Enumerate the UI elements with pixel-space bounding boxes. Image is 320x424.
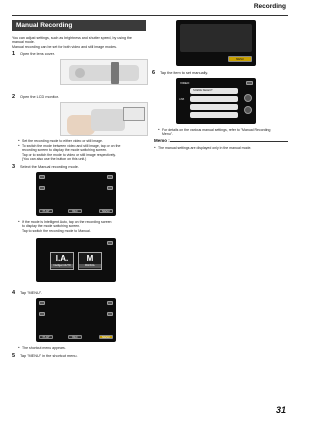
step-2-note-2-line-2: recording screen to display the mode switching screen. (22, 148, 108, 153)
step-4-text: Tap "MENU". (20, 291, 43, 295)
quick-icon[interactable] (107, 301, 113, 305)
lcd-monitor-illustration (123, 107, 145, 121)
plap-button[interactable]: PLAP (39, 209, 53, 213)
intelligent-auto-label: I.A. (55, 254, 69, 263)
step-3-note-1-line-2: to display the mode switching screen. (22, 224, 81, 229)
step-2-note-2 (22, 144, 150, 161)
shortcut-menu-screen (176, 20, 256, 66)
rec-button[interactable]: REC (68, 209, 82, 213)
intelligent-auto-button[interactable] (50, 252, 74, 270)
close-icon[interactable] (107, 241, 113, 245)
menu-item-2[interactable] (190, 96, 238, 102)
close-icon[interactable] (246, 81, 253, 85)
manual-mode-icon[interactable] (39, 312, 45, 316)
plap-button[interactable]: PLAP (39, 335, 53, 339)
mode-switch-screen (36, 238, 116, 282)
step-2-note-1: ● Set the recording mode to either video or still image. (22, 139, 150, 143)
lens-cover-photo (60, 59, 148, 85)
still-mode-icon[interactable] (107, 312, 113, 316)
quick-icon[interactable] (107, 175, 113, 179)
manual-button[interactable] (78, 252, 102, 270)
header-rule (12, 15, 288, 16)
step-4-number: 4 (12, 290, 16, 296)
ia-icon[interactable] (39, 186, 45, 190)
step-5-text: Tap "MENU" in the shortcut menu. (20, 354, 78, 358)
manual-sub: MANUAL (79, 264, 101, 268)
menu-item-4[interactable] (190, 112, 238, 118)
lcd-monitor-photo (60, 102, 148, 136)
step-6-note-1-line-1: ● For details on the various manual settings, refer to "Manual Recording (162, 128, 271, 132)
intro-line-3: Manual recording can be set for both video and still image modes. (12, 44, 117, 49)
page-number: 31 (275, 405, 286, 415)
step-3-number: 3 (12, 164, 16, 170)
intro-text (12, 36, 152, 49)
manual-menu-screen (176, 78, 256, 124)
camera-side-illustration (91, 109, 125, 131)
page-header (0, 0, 300, 14)
intelligent-auto-sub: Intelligent AUTO (51, 264, 73, 268)
step-5-number: 5 (12, 353, 16, 359)
header-title: Recording (253, 3, 286, 10)
scroll-up-icon[interactable] (244, 94, 252, 102)
intro-line-1: You can adjust settings, such as brightness and shutter speed, by using the (12, 36, 132, 40)
step-2-note-2-line-3: Tap or to switch the mode to video or still image respectively. (22, 152, 116, 157)
step-3-note-1-line-1: ● If the mode is Intelligent Auto, tap on the recording screen (22, 220, 112, 224)
mode-icon[interactable] (39, 301, 45, 305)
manual-menu-title: VIDEO (180, 81, 190, 85)
menu-button[interactable]: MENU (99, 209, 113, 213)
step-1-number: 1 (12, 51, 16, 57)
memo-title: Memo : (154, 138, 170, 143)
rec-button[interactable]: REC (68, 335, 82, 339)
recording-screen-menu (36, 298, 116, 342)
step-3-note-1 (22, 220, 150, 233)
menu-button-highlighted[interactable]: MENU (99, 335, 113, 339)
menu-item-3[interactable] (190, 104, 238, 110)
manual-menu-side-label: ASB (179, 98, 185, 101)
shortcut-menu-button[interactable]: MENU (228, 56, 252, 62)
step-6-note-1 (162, 128, 290, 137)
step-6-note-1-line-2: Menu". (162, 132, 173, 137)
step-3-note-1-line-3: Tap to switch the recording mode to Manual. (22, 228, 91, 233)
step-3-text: Select the Manual recording mode. (20, 165, 79, 169)
shortcut-menu-panel (180, 24, 252, 52)
lens-cover-switch-illustration (111, 62, 119, 84)
manual-label: M (86, 254, 94, 263)
memo-rule (170, 141, 288, 142)
step-2-number: 2 (12, 94, 16, 100)
menu-item-scene-select[interactable]: SCENE SELECT (190, 88, 238, 94)
step-6-number: 6 (152, 70, 156, 76)
step-2-text: Open the LCD monitor. (20, 95, 59, 99)
step-4-note-1: ● The shortcut menu appears. (22, 346, 150, 350)
memo-note-1: ● The manual settings are displayed only in the manual mode. (158, 146, 288, 150)
step-1-text: Open the lens cover. (20, 52, 55, 56)
section-title: Manual Recording (12, 20, 146, 31)
mode-icon[interactable] (39, 175, 45, 179)
step-2-note-2-line-4: (You can also use the button on this unit.) (22, 156, 87, 161)
step-6-text: Tap the item to set manually. (160, 71, 209, 75)
step-2-note-2-line-1: ● To switch the mode between video and still image, tap or on the (22, 144, 121, 148)
intro-line-2: manual mode. (12, 40, 35, 45)
recording-screen (36, 172, 116, 216)
still-mode-icon[interactable] (107, 186, 113, 190)
camera-lens-illustration (75, 68, 85, 78)
scroll-down-icon[interactable] (244, 106, 252, 114)
